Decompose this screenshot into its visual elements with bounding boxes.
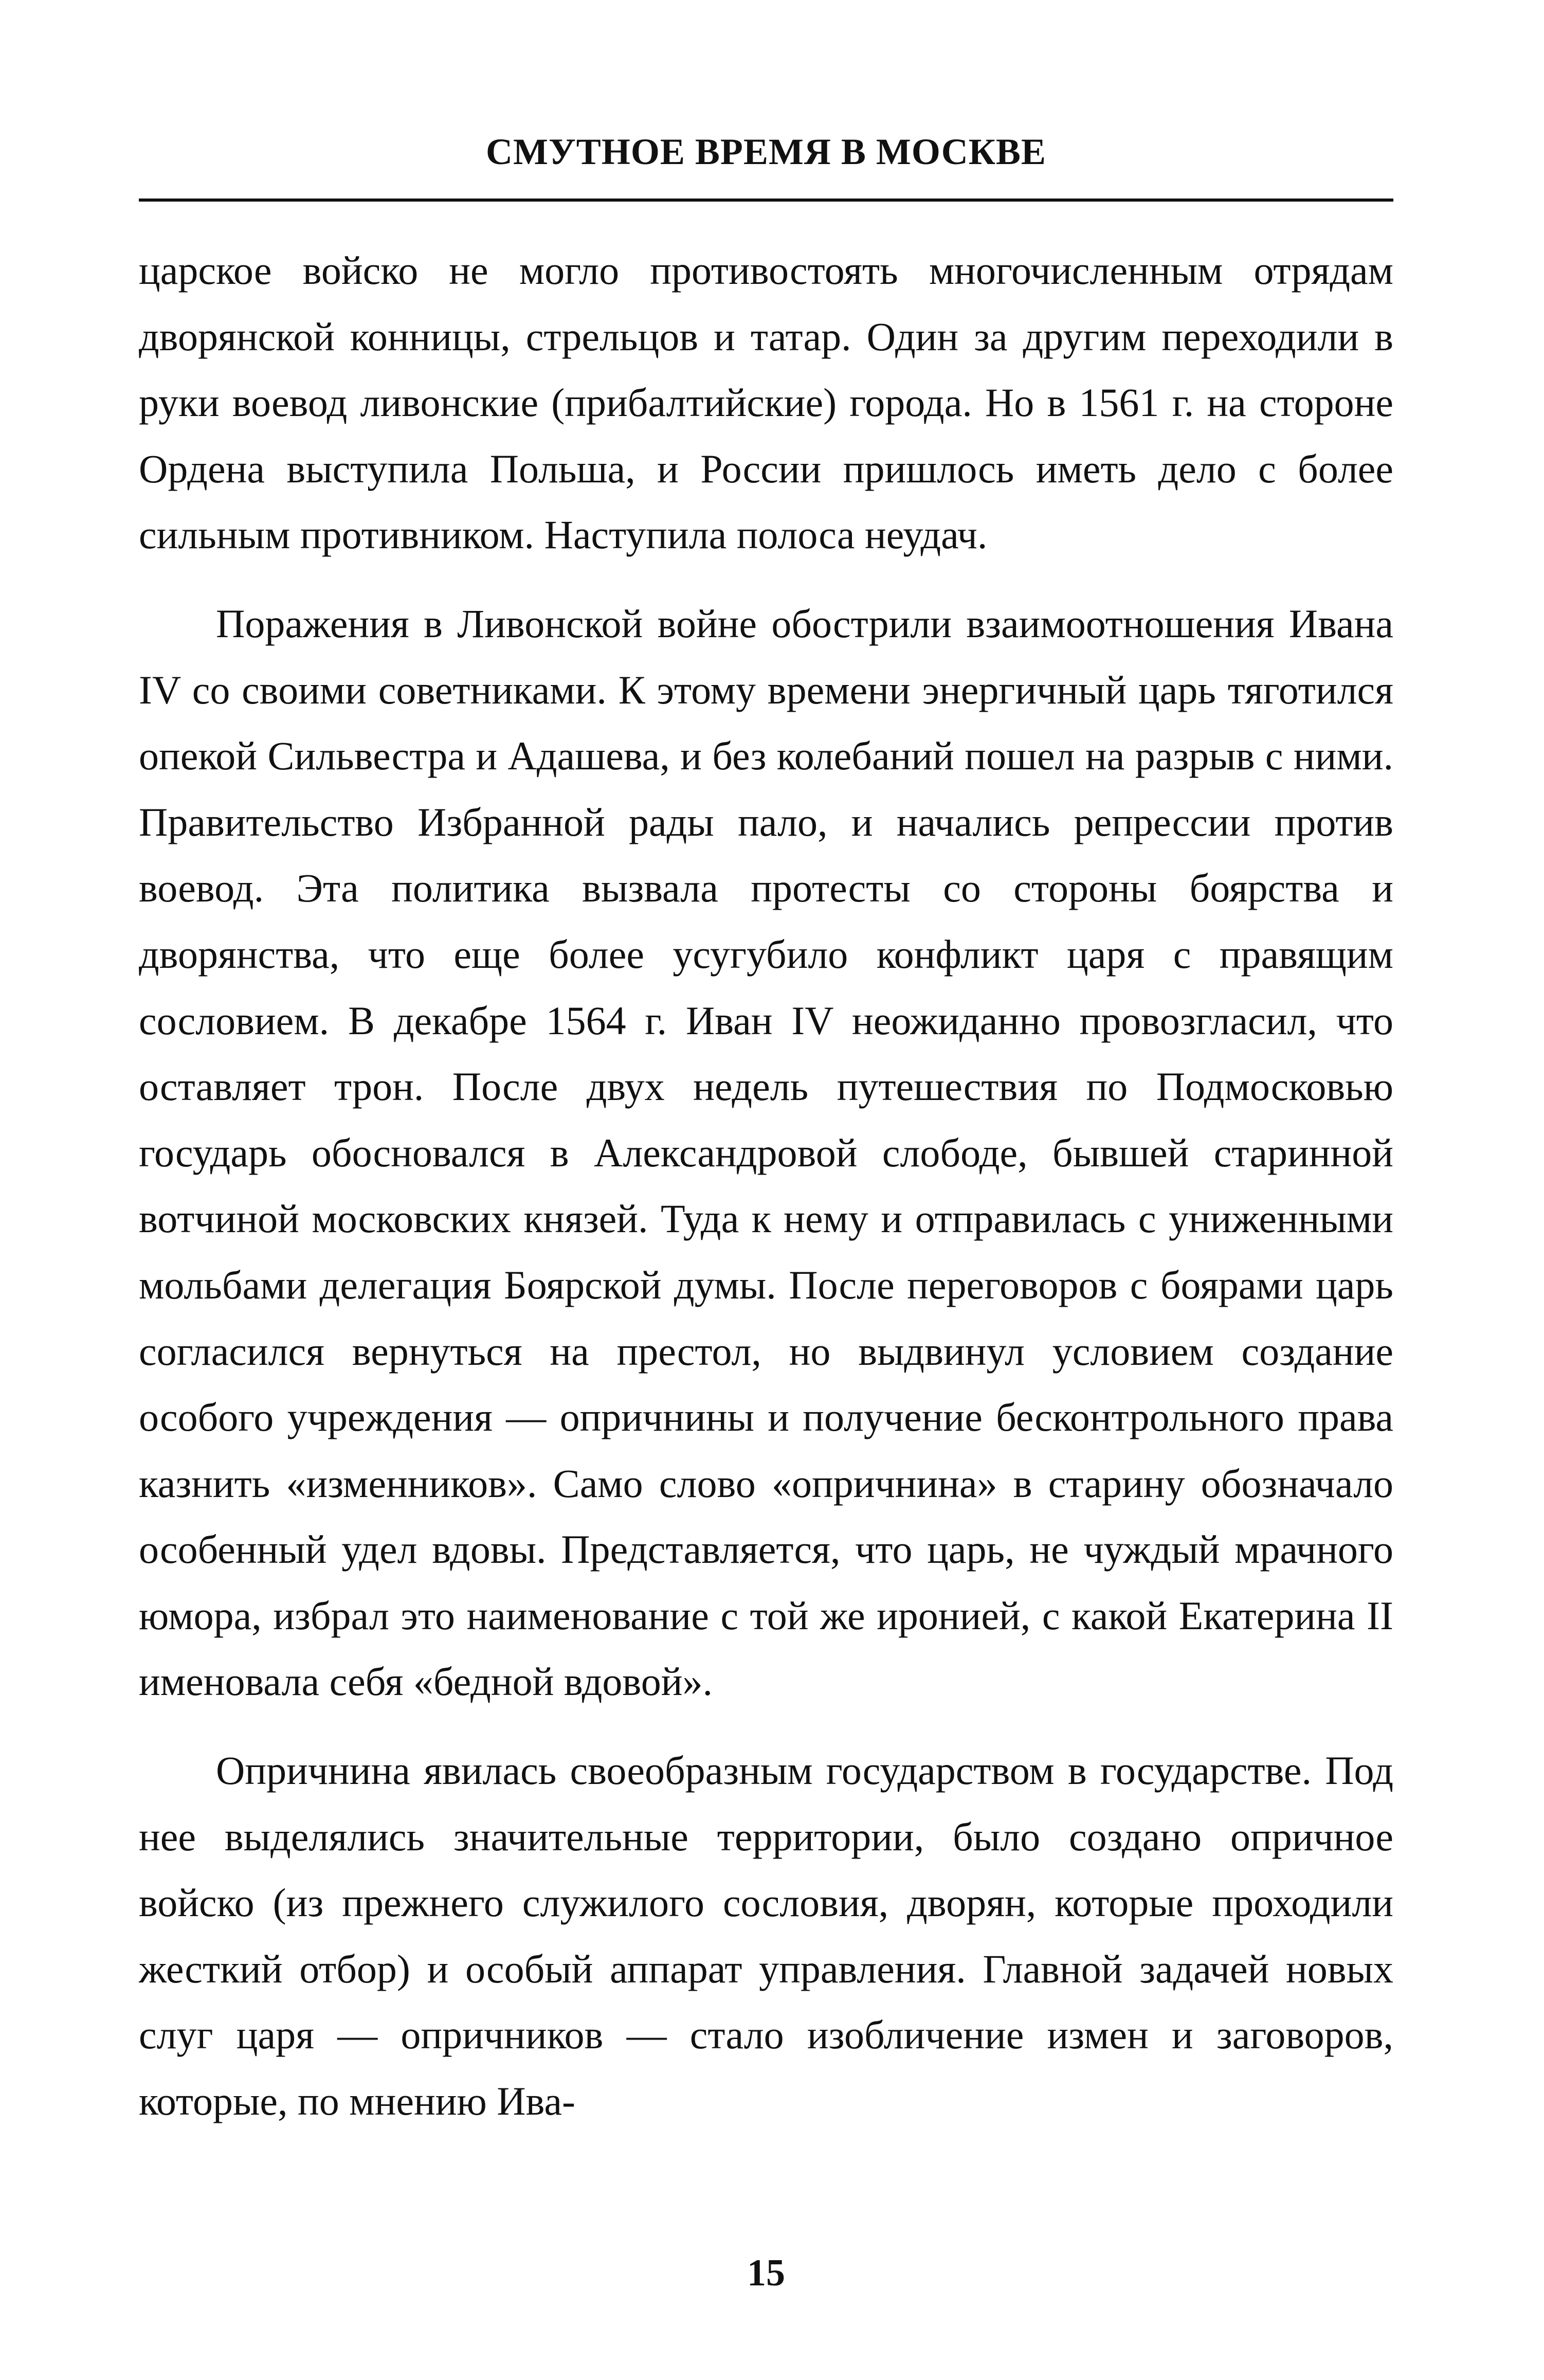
paragraph-1: царское войско не могло противостоять многочисленным отрядам дворянской конницы, стрельцов и татар. Один за другим переходили в руки воевод ливонские (прибалтийские) города. Но в 1561 г. на стороне Ордена выступила Польша, и России пришлось иметь дело с более сильным противником. Наступила полоса неудач.	[139, 248, 1393, 557]
paragraph-3: Опричнина явилась своеобразным государством в государстве. Под нее выделялись значительные территории, было создано опричное войско (из прежнего служилого сословия, дворян, которые проходили жесткий отбор) и особый аппарат управления. Главной задачей новых слуг царя — опричников — стало изобличение измен и заговоров, которые, по мнению Ива-	[139, 1748, 1393, 2124]
paragraph-2: Поражения в Ливонской войне обострили взаимоотношения Ивана IV со своими советниками. К этому времени энергичный царь тяготился опекой Сильвестра и Адашева, и без колебаний пошел на разрыв с ними. Правительство Избранной рады пало, и начались репрессии против воевод. Эта политика вызвала протесты со стороны боярства и дворянства, что еще более усугубило конфликт царя с правящим сословием. В декабре 1564 г. Иван IV неожиданно провозгласил, что оставляет трон. После двух недель путешествия по Подмосковью государь обосновался в Александровой слободе, бывшей старинной вотчиной московских князей. Туда к нему и отправилась с униженными мольбами делегация Боярской думы. После переговоров с боярами царь согласился вернуться на престол, но выдвинул условием создание особого учреждения — опричнины и получение бесконтрольного права казнить «изменников». Само слово «опричнина» в старину обозначало особенный удел вдовы. Представляется, что царь, не чуждый мрачного юмора, избрал это наименование с той же иронией, с какой Екатерина II именовала себя «бедной вдовой».	[139, 601, 1393, 1704]
page-number: 15	[747, 2252, 785, 2294]
body-text	[139, 238, 1393, 2135]
header-rule	[139, 199, 1393, 202]
running-head-title: СМУТНОЕ ВРЕМЯ В МОСКВЕ	[486, 131, 1046, 172]
